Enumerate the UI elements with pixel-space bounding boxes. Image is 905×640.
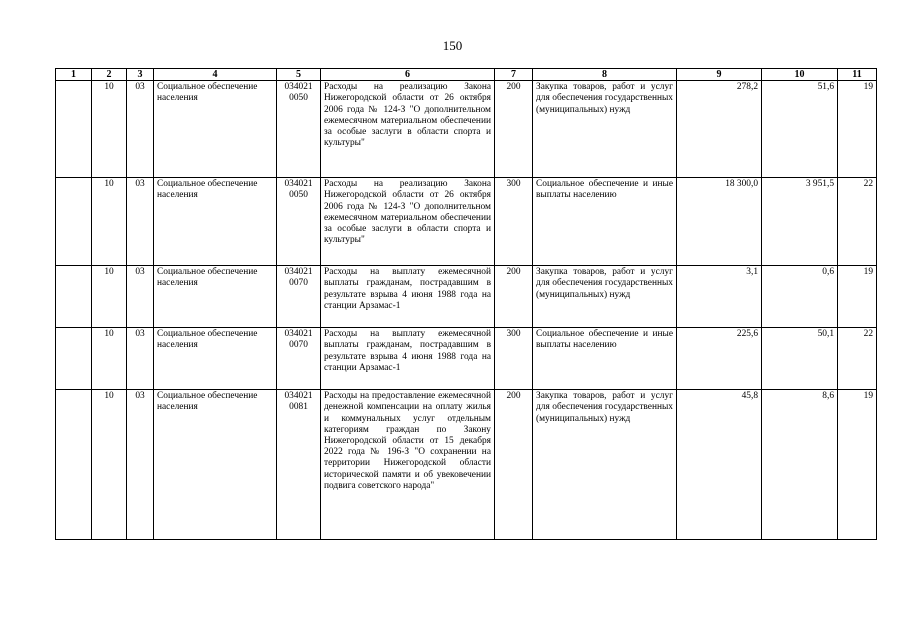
column-header: 3 <box>127 69 154 81</box>
page-number: 150 <box>442 38 463 53</box>
column-header: 10 <box>762 69 838 81</box>
cell-col1 <box>56 390 92 540</box>
cell-subsection: 03 <box>127 266 154 328</box>
cell-section: 10 <box>92 328 127 390</box>
cell-description: Расходы на реализацию Закона Нижегородской области от 26 октября 2006 года № 124-З "О дополнительном ежемесячном материальном обеспечении за особые заслуги в области спорта и культуры" <box>321 178 495 266</box>
cell-percent: 19 <box>838 266 877 328</box>
column-header: 8 <box>533 69 677 81</box>
cell-expense-type: 200 <box>495 266 533 328</box>
cell-expense-type: 300 <box>495 328 533 390</box>
cell-expense-name: Социальное обеспечение и иные выплаты населению <box>533 328 677 390</box>
cell-percent: 19 <box>838 390 877 540</box>
table-row <box>56 178 877 266</box>
cell-expense-type: 200 <box>495 390 533 540</box>
cell-subsection: 03 <box>127 390 154 540</box>
cell-expense-name: Закупка товаров, работ и услуг для обеспечения государственных (муниципальных) нужд <box>533 390 677 540</box>
cell-target-code: 034021 0070 <box>277 266 321 328</box>
column-header: 11 <box>838 69 877 81</box>
cell-amount-plan: 225,6 <box>677 328 762 390</box>
cell-col1 <box>56 328 92 390</box>
cell-section: 10 <box>92 390 127 540</box>
cell-description: Расходы на предоставление ежемесячной денежной компенсации на оплату жилья и коммунальных услуг отдельным категориям граждан по Закону Нижегородской области от 15 декабря 2022 года № 196-З "О сохранении на территории Нижегородской области исторической памяти и об увековечении подвига советского народа" <box>321 390 495 540</box>
cell-amount-plan: 278,2 <box>677 81 762 178</box>
table-row <box>56 328 877 390</box>
cell-amount-plan: 3,1 <box>677 266 762 328</box>
cell-target-code: 034021 0081 <box>277 390 321 540</box>
cell-description: Расходы на выплату ежемесячной выплаты гражданам, пострадавшим в результате взрыва 4 июня 1988 года на станции Арзамас-1 <box>321 328 495 390</box>
cell-target-code: 034021 0070 <box>277 328 321 390</box>
cell-subsection: 03 <box>127 328 154 390</box>
column-header: 7 <box>495 69 533 81</box>
column-header: 9 <box>677 69 762 81</box>
cell-amount-plan: 45,8 <box>677 390 762 540</box>
cell-section-name: Социальное обеспечение населения <box>154 81 277 178</box>
cell-percent: 22 <box>838 328 877 390</box>
cell-expense-name: Закупка товаров, работ и услуг для обеспечения государственных (муниципальных) нужд <box>533 266 677 328</box>
header-row <box>56 69 877 81</box>
cell-target-code: 034021 0050 <box>277 81 321 178</box>
cell-amount-actual: 51,6 <box>762 81 838 178</box>
cell-col1 <box>56 178 92 266</box>
cell-expense-type: 200 <box>495 81 533 178</box>
cell-subsection: 03 <box>127 81 154 178</box>
column-header: 5 <box>277 69 321 81</box>
cell-section-name: Социальное обеспечение населения <box>154 390 277 540</box>
cell-col1 <box>56 81 92 178</box>
cell-section: 10 <box>92 266 127 328</box>
budget-table <box>55 68 877 540</box>
cell-expense-type: 300 <box>495 178 533 266</box>
column-header: 2 <box>92 69 127 81</box>
cell-section: 10 <box>92 178 127 266</box>
cell-expense-name: Закупка товаров, работ и услуг для обеспечения государственных (муниципальных) нужд <box>533 81 677 178</box>
cell-percent: 22 <box>838 178 877 266</box>
cell-amount-actual: 8,6 <box>762 390 838 540</box>
column-header: 1 <box>56 69 92 81</box>
cell-section-name: Социальное обеспечение населения <box>154 266 277 328</box>
column-header: 4 <box>154 69 277 81</box>
cell-amount-plan: 18 300,0 <box>677 178 762 266</box>
cell-amount-actual: 0,6 <box>762 266 838 328</box>
cell-amount-actual: 50,1 <box>762 328 838 390</box>
cell-percent: 19 <box>838 81 877 178</box>
cell-section: 10 <box>92 81 127 178</box>
table-row <box>56 266 877 328</box>
cell-section-name: Социальное обеспечение населения <box>154 328 277 390</box>
column-header: 6 <box>321 69 495 81</box>
cell-target-code: 034021 0050 <box>277 178 321 266</box>
cell-description: Расходы на реализацию Закона Нижегородской области от 26 октября 2006 года № 124-З "О дополнительном ежемесячном материальном обеспечении за особые заслуги в области спорта и культуры" <box>321 81 495 178</box>
cell-section-name: Социальное обеспечение населения <box>154 178 277 266</box>
cell-amount-actual: 3 951,5 <box>762 178 838 266</box>
cell-expense-name: Социальное обеспечение и иные выплаты населению <box>533 178 677 266</box>
table-row <box>56 81 877 178</box>
table-row <box>56 390 877 540</box>
cell-subsection: 03 <box>127 178 154 266</box>
cell-description: Расходы на выплату ежемесячной выплаты гражданам, пострадавшим в результате взрыва 4 июня 1988 года на станции Арзамас-1 <box>321 266 495 328</box>
cell-col1 <box>56 266 92 328</box>
